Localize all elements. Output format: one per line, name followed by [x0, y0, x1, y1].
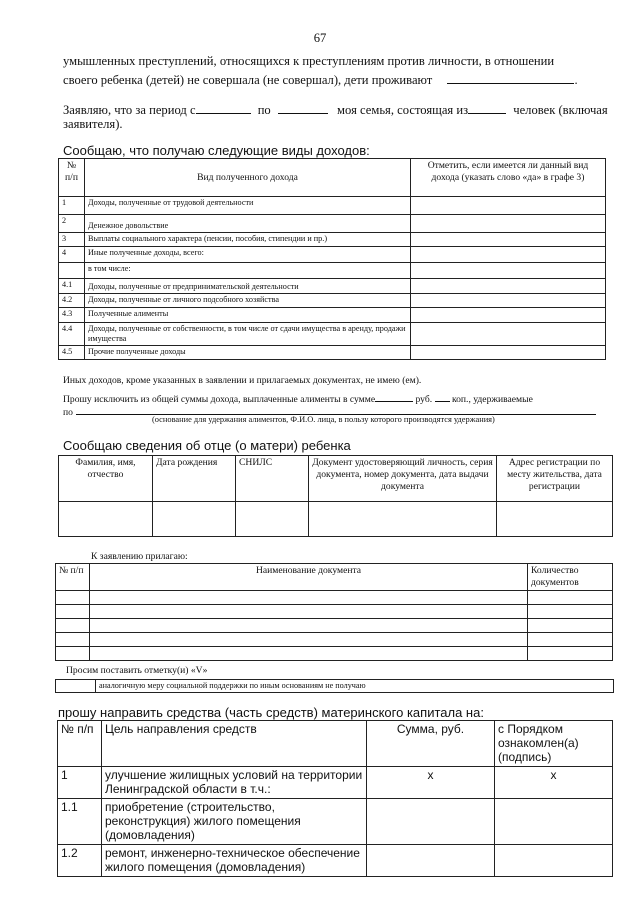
income-row-no: 4.1 — [59, 279, 85, 294]
capital-col-ack: с Порядком ознакомлен(а) (подпись) — [495, 721, 613, 767]
parent-col-name: Фамилия, имя, отчество — [59, 456, 153, 502]
capital-col-goal: Цель направления средств — [102, 721, 367, 767]
parent-address-cell[interactable] — [497, 502, 613, 537]
attach-row-name[interactable] — [90, 619, 528, 633]
alimony-basis-label: по — [63, 407, 73, 418]
attach-row-qty[interactable] — [528, 647, 613, 661]
parent-col-snils: СНИЛС — [236, 456, 309, 502]
attach-col-qty: Количество документов — [528, 564, 613, 591]
attach-row-no[interactable] — [56, 591, 90, 605]
attach-row-qty[interactable] — [528, 633, 613, 647]
parent-col-address: Адрес регистрации по месту жительства, дата регистрации — [497, 456, 613, 502]
family-size-blank[interactable] — [468, 101, 506, 114]
attach-row-qty[interactable] — [528, 591, 613, 605]
capital-col-no: № п/п — [58, 721, 102, 767]
income-row-mark[interactable] — [411, 263, 606, 279]
income-rows — [58, 196, 606, 360]
income-row — [59, 215, 606, 233]
income-row-text: Доходы, полученные от собственности, в том числе от сдачи имущества в аренду, продажи имущества — [85, 323, 411, 346]
attach-row — [56, 605, 613, 619]
income-col-type: Вид полученного дохода — [85, 159, 411, 197]
declaration-line-2: заявителя). — [63, 117, 123, 131]
capital-row-goal: приобретение (строительство, реконструкция) жилого помещения (домовладения) — [102, 799, 367, 845]
income-row — [59, 247, 606, 263]
declaration-from-label: Заявляю, что за период с — [63, 103, 196, 117]
income-row-text: Полученные алименты — [85, 308, 411, 323]
capital-row-no: 1.2 — [58, 845, 102, 877]
parent-id-document-cell[interactable] — [309, 502, 497, 537]
income-row-mark[interactable] — [411, 233, 606, 247]
income-row-text: в том числе: — [85, 263, 411, 279]
capital-row — [58, 799, 613, 845]
page-number: 67 — [313, 31, 327, 45]
income-row-mark[interactable] — [411, 308, 606, 323]
declaration-persons-label: человек (включая — [513, 103, 608, 117]
attach-row-qty[interactable] — [528, 619, 613, 633]
income-row — [59, 233, 606, 247]
intro-line-2 — [63, 71, 578, 88]
alimony-rub-label: руб. — [415, 394, 433, 405]
income-row-text: Прочие полученные доходы — [85, 346, 411, 360]
alimony-text: Прошу исключить из общей суммы дохода, выплаченные алименты в сумме — [63, 394, 376, 405]
parent-col-birthdate: Дата рождения — [153, 456, 236, 502]
income-row-mark[interactable] — [411, 323, 606, 346]
mark-section-heading: Просим поставить отметку(и) «V» — [66, 665, 208, 676]
capital-row-sum[interactable] — [367, 845, 495, 877]
income-row — [59, 346, 606, 360]
capital-row-sum[interactable] — [367, 799, 495, 845]
mark-table — [55, 679, 614, 693]
income-row-mark[interactable] — [411, 247, 606, 263]
parent-col-id-document: Документ удостоверяющий личность, серия документа, номер документа, дата выдачи документа — [309, 456, 497, 502]
capital-row-goal: ремонт, инженерно-техническое обеспечение жилого помещения (домовладения) — [102, 845, 367, 877]
intro-line-2-end: . — [574, 73, 578, 87]
income-row — [59, 294, 606, 308]
income-col-no: № п/п — [59, 159, 85, 197]
income-row — [59, 197, 606, 215]
mark-checkbox-cell[interactable] — [56, 680, 96, 693]
attach-row-name[interactable] — [90, 633, 528, 647]
attach-row-name[interactable] — [90, 591, 528, 605]
parent-name-cell[interactable] — [59, 502, 153, 537]
income-row — [59, 308, 606, 323]
capital-col-sum: Сумма, руб. — [367, 721, 495, 767]
parent-birthdate-cell[interactable] — [153, 502, 236, 537]
income-row-mark[interactable] — [411, 346, 606, 360]
attach-row — [56, 647, 613, 661]
capital-row-ack[interactable]: х — [495, 767, 613, 799]
declaration-line-1 — [63, 101, 608, 118]
income-col-mark: Отметить, если имеется ли данный вид дохода (указать слово «да» в графе 3) — [411, 159, 606, 197]
capital-row-goal: улучшение жилищных условий на территории Ленинградской области в т.ч.: — [102, 767, 367, 799]
income-row — [59, 263, 606, 279]
capital-row-no: 1 — [58, 767, 102, 799]
income-row-no: 3 — [59, 233, 85, 247]
attach-row — [56, 591, 613, 605]
attach-row-no[interactable] — [56, 647, 90, 661]
income-row-mark[interactable] — [411, 294, 606, 308]
parent-data-row — [59, 502, 613, 537]
attach-col-no: № п/п — [56, 564, 90, 591]
capital-row — [58, 845, 613, 877]
income-row-mark[interactable] — [411, 197, 606, 215]
alimony-kop-label: коп., удерживаемые — [451, 394, 533, 405]
attach-row — [56, 633, 613, 647]
attach-row-qty[interactable] — [528, 605, 613, 619]
alimony-rub-blank[interactable] — [375, 389, 413, 402]
income-row-no: 4.2 — [59, 294, 85, 308]
capital-row-no: 1.1 — [58, 799, 102, 845]
period-to-blank[interactable] — [278, 101, 328, 114]
capital-table — [57, 720, 613, 877]
attach-row-no[interactable] — [56, 619, 90, 633]
income-row-text: Доходы, полученные от личного подсобного хозяйства — [85, 294, 411, 308]
period-from-blank[interactable] — [196, 101, 251, 114]
income-row-mark[interactable] — [411, 279, 606, 294]
intro-line-1: умышленных преступлений, относящихся к преступлениям против личности, в отношении — [63, 54, 555, 68]
parent-section-heading: Сообщаю сведения об отце (о матери) ребенка — [63, 438, 351, 453]
capital-row — [58, 767, 613, 799]
attach-col-name: Наименование документа — [90, 564, 528, 591]
income-row-text: Денежное довольствие — [85, 215, 411, 233]
income-row-text: Выплаты социального характера (пенсии, пособия, стипендии и пр.) — [85, 233, 411, 247]
attach-row-no[interactable] — [56, 633, 90, 647]
income-row-no — [59, 263, 85, 279]
income-row-no: 1 — [59, 197, 85, 215]
capital-row-ack[interactable] — [495, 799, 613, 845]
income-row — [59, 323, 606, 346]
alimony-kop-blank[interactable] — [435, 389, 450, 402]
intro-line-2-text: своего ребенка (детей) не совершала (не совершал), дети проживают — [63, 73, 433, 87]
attach-table — [55, 563, 613, 661]
alimony-basis-blank[interactable] — [76, 402, 596, 415]
parent-table — [58, 455, 613, 537]
attach-row-name[interactable] — [90, 647, 528, 661]
alimony-basis-note: (основание для удержания алиментов, Ф.И.О. лица, в пользу которого производятся удержания) — [152, 415, 495, 424]
income-row-no: 4.5 — [59, 346, 85, 360]
attach-section-heading: К заявлению прилагаю: — [91, 551, 188, 562]
capital-row-ack[interactable] — [495, 845, 613, 877]
income-row-no: 4 — [59, 247, 85, 263]
income-row-text: Доходы, полученные от трудовой деятельности — [85, 197, 411, 215]
attach-row — [56, 619, 613, 633]
capital-row-sum[interactable]: х — [367, 767, 495, 799]
children-residence-blank[interactable] — [447, 71, 574, 84]
declaration-to-label: по — [257, 103, 271, 117]
income-section-heading: Сообщаю, что получаю следующие виды доходов: — [63, 143, 370, 158]
income-row-mark[interactable] — [411, 215, 606, 233]
income-row-no: 4.4 — [59, 323, 85, 346]
income-row — [59, 279, 606, 294]
income-row-text: Доходы, полученные от предпринимательской деятельности — [85, 279, 411, 294]
mark-option-text: аналогичную меру социальной поддержки по иным основаниям не получаю — [96, 680, 614, 693]
income-row-no: 4.3 — [59, 308, 85, 323]
income-table — [58, 158, 606, 197]
income-row-no: 2 — [59, 215, 85, 233]
parent-snils-cell[interactable] — [236, 502, 309, 537]
declaration-family-label: моя семья, состоящая из — [337, 103, 469, 117]
attach-row-no[interactable] — [56, 605, 90, 619]
attach-row-name[interactable] — [90, 605, 528, 619]
capital-section-heading: прошу направить средства (часть средств) материнского капитала на: — [58, 705, 484, 720]
income-row-text: Иные полученные доходы, всего: — [85, 247, 411, 263]
other-income-line-1: Иных доходов, кроме указанных в заявлении и прилагаемых документах, не имею (ем). — [63, 375, 422, 386]
